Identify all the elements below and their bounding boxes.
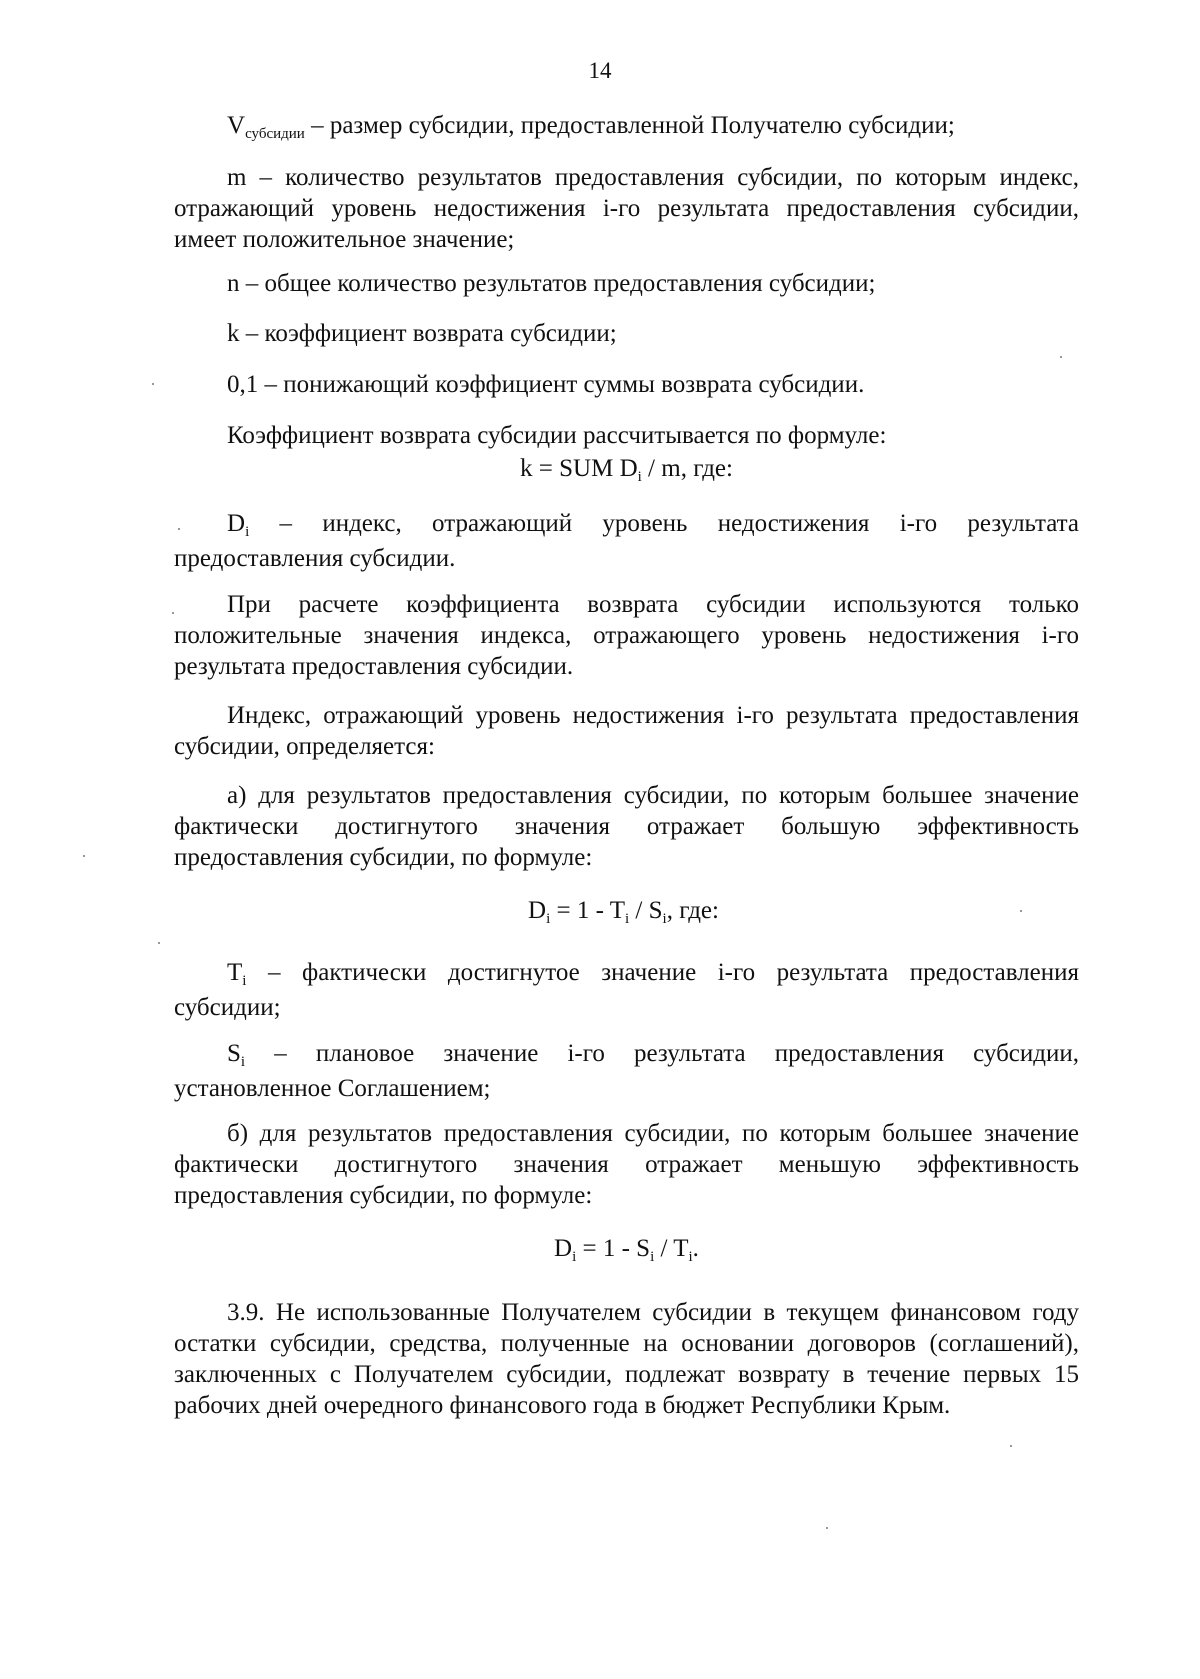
- definition-n: n – общее количество результатов предоставления субсидии;: [227, 270, 876, 297]
- case-a: а) для результатов предоставления субсидии, по которым большее значение фактически достигнутого значения отражает большую эффективность предоставления субсидии, по формуле:: [174, 782, 1079, 871]
- formula-b-part: .: [692, 1235, 699, 1262]
- formula-a: [528, 895, 719, 930]
- formula-a-part: = 1 - T: [550, 897, 625, 924]
- formula-k-subscript: i: [637, 469, 642, 485]
- definition-d: [174, 508, 1079, 574]
- definition-t-text: – фактически достигнутое значение i-го результата предоставления субсидии;: [174, 959, 1079, 1021]
- definition-d-text: – индекс, отражающий уровень недостижения i-го результата предоставления субсидии.: [174, 510, 1079, 572]
- formula-a-part: , где:: [666, 897, 719, 924]
- formula-b: [554, 1233, 699, 1268]
- formula-b-subscript: i: [650, 1249, 655, 1265]
- formula-a-part: / S: [629, 897, 663, 924]
- scan-speck: [826, 1527, 828, 1529]
- definition-s: [174, 1038, 1079, 1104]
- formula-a-subscript: i: [662, 911, 667, 927]
- formula-k-part: / m, где:: [641, 455, 733, 482]
- formula-b-part: D: [554, 1235, 573, 1262]
- symbol-s: S: [227, 1040, 241, 1067]
- formula-a-subscript: i: [546, 911, 551, 927]
- definition-reduction-coefficient: 0,1 – понижающий коэффициент суммы возврата субсидии.: [227, 371, 865, 398]
- symbol-d-subscript: i: [245, 524, 250, 540]
- symbol-t: T: [227, 959, 243, 986]
- scan-speck: [178, 528, 180, 530]
- paragraph-positive-values: При расчете коэффициента возврата субсидии используются только положительные значения индекса, отражающего уровень недостижения i-го результата предоставления субсидии.: [174, 591, 1079, 680]
- formula-a-subscript: i: [624, 911, 630, 927]
- symbol-t-subscript: i: [242, 973, 247, 989]
- scan-speck: [83, 855, 85, 857]
- case-b: б) для результатов предоставления субсидии, по которым большее значение фактически достигнутого значения отражает меньшую эффективность предоставления субсидии, по формуле:: [174, 1120, 1079, 1209]
- definition-s-text: – плановое значение i-го результата предоставления субсидии, установленное Соглашением;: [174, 1040, 1079, 1102]
- page-number: 14: [588, 58, 612, 83]
- formula-k-part: k = SUM D: [520, 455, 638, 482]
- definition-m: m – количество результатов предоставления субсидии, по которым индекс, отражающий уровень недостижения i-го результата предоставления субсидии, имеет положительное значение;: [174, 164, 1079, 253]
- paragraph-index: Индекс, отражающий уровень недостижения i-го результата предоставления субсидии, определяется:: [174, 702, 1079, 760]
- scan-speck: [1020, 910, 1022, 912]
- symbol-v-subscript: субсидии: [245, 126, 305, 142]
- symbol-d: D: [227, 510, 246, 537]
- symbol-v: V: [227, 112, 246, 139]
- formula-k: [174, 453, 1079, 488]
- symbol-s-subscript: i: [240, 1054, 246, 1070]
- formula-b-part: / T: [654, 1235, 689, 1262]
- scan-speck: [1060, 356, 1062, 358]
- formula-b-subscript: i: [572, 1249, 577, 1265]
- scan-speck: [1010, 1445, 1012, 1447]
- paragraph-3-9: 3.9. Не использованные Получателем субсидии в текущем финансовом году остатки субсидии, средства, полученные на основании договоров (соглашений), заключенных с Получателем субсидии, подлежат возврату в течение первых 15 рабочих дней очередного финансового года в бюджет Республики Крым.: [174, 1299, 1079, 1419]
- scan-speck: [152, 383, 154, 385]
- definition-v-text: – размер субсидии, предоставленной Получателю субсидии;: [304, 112, 955, 139]
- formula-b-part: = 1 - S: [576, 1235, 651, 1262]
- definition-t: [174, 957, 1079, 1023]
- coefficient-intro: Коэффициент возврата субсидии рассчитывается по формуле:: [227, 422, 887, 449]
- formula-b-subscript: i: [688, 1249, 693, 1265]
- definition-k: k – коэффициент возврата субсидии;: [227, 320, 617, 347]
- scan-speck: [158, 942, 160, 944]
- formula-a-part: D: [528, 897, 547, 924]
- definition-v: [174, 110, 1079, 145]
- scan-speck: [172, 612, 174, 614]
